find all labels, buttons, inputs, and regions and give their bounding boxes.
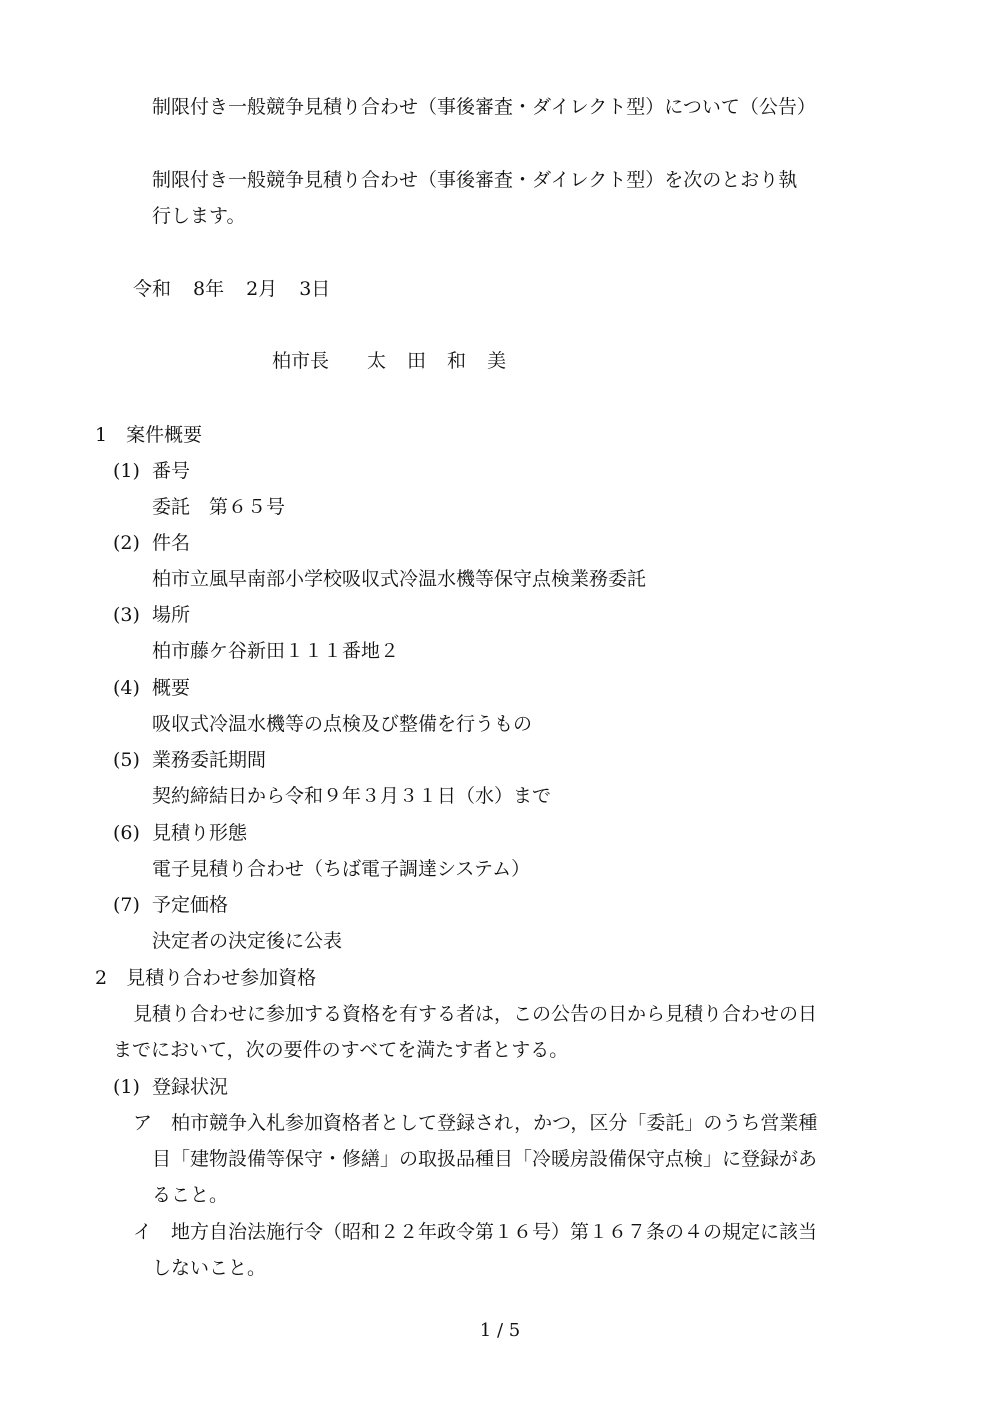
item-6-content: 電子見積り合わせ（ちば電子調達システム） [152, 858, 531, 880]
item-7-heading: 予定価格 [152, 894, 229, 916]
item-2-heading: 件名 [152, 532, 191, 554]
item-3-heading: 場所 [152, 604, 191, 626]
date-year: 8年 [193, 278, 225, 300]
item-1-content: 委託 第６５号 [152, 496, 286, 518]
document-title: 制限付き一般競争見積り合わせ（事後審査・ダイレクト型）について（公告） [152, 96, 816, 118]
item-5-heading: 業務委託期間 [152, 749, 267, 771]
notice-date [133, 276, 330, 302]
item-3-content: 柏市藤ケ谷新田１１１番地２ [152, 640, 400, 662]
item-6-label: (6) [113, 822, 140, 844]
section-1-heading: 1 案件概要 [95, 424, 203, 446]
sub-1-label: (1) [113, 1076, 140, 1098]
item-1-label: (1) [113, 460, 140, 482]
item-a-line-3: ること。 [152, 1184, 229, 1206]
signatory-name-char: 和 [447, 350, 467, 372]
section-2-para-line-2: までにおいて，次の要件のすべてを満たす者とする。 [113, 1039, 569, 1061]
item-6-heading: 見積り形態 [152, 822, 248, 844]
item-7-label: (7) [113, 894, 140, 916]
item-3-label: (3) [113, 604, 140, 626]
item-5-label: (5) [113, 749, 140, 771]
signatory-title: 柏市長 [272, 350, 330, 372]
item-i-line-1: 地方自治法施行令（昭和２２年政令第１６号）第１６７条の４の規定に該当 [171, 1221, 818, 1243]
item-5-content: 契約締結日から令和９年３月３１日（水）まで [152, 785, 552, 807]
item-7-content: 決定者の決定後に公表 [152, 930, 343, 952]
signatory-name-char: 田 [407, 350, 427, 372]
item-1-heading: 番号 [152, 460, 191, 482]
item-2-content: 柏市立風早南部小学校吸収式冷温水機等保守点検業務委託 [152, 568, 647, 590]
section-2-heading: 2 見積り合わせ参加資格 [95, 967, 317, 989]
date-month: 2月 [246, 278, 278, 300]
date-era: 令和 [133, 278, 172, 300]
item-4-label: (4) [113, 677, 140, 699]
section-2-para-line-1: 見積り合わせに参加する資格を有する者は，この公告の日から見積り合わせの日 [133, 1003, 818, 1025]
item-4-content: 吸収式冷温水機等の点検及び整備を行うもの [152, 713, 533, 735]
signatory-name-char: 美 [487, 350, 507, 372]
item-a-line-1: 柏市競争入札参加資格者として登録され，かつ，区分「委託」のうち営業種 [171, 1112, 818, 1134]
sub-1-heading: 登録状況 [152, 1076, 229, 1098]
item-i-line-2: しないこと。 [152, 1257, 267, 1279]
item-a-line-2: 目「建物設備等保守・修繕」の取扱品種目「冷暖房設備保守点検」に登録があ [152, 1148, 818, 1170]
signatory [272, 348, 506, 374]
item-a-marker: ア [133, 1112, 153, 1134]
intro-line-1: 制限付き一般競争見積り合わせ（事後審査・ダイレクト型）を次のとおり執 [152, 169, 798, 191]
page-number: 1 / 5 [479, 1320, 521, 1341]
item-i-marker: イ [133, 1221, 153, 1243]
intro-line-2: 行します。 [152, 205, 246, 227]
signatory-name-char: 太 [367, 350, 387, 372]
date-day: 3日 [299, 278, 331, 300]
item-2-label: (2) [113, 532, 140, 554]
item-4-heading: 概要 [152, 677, 191, 699]
